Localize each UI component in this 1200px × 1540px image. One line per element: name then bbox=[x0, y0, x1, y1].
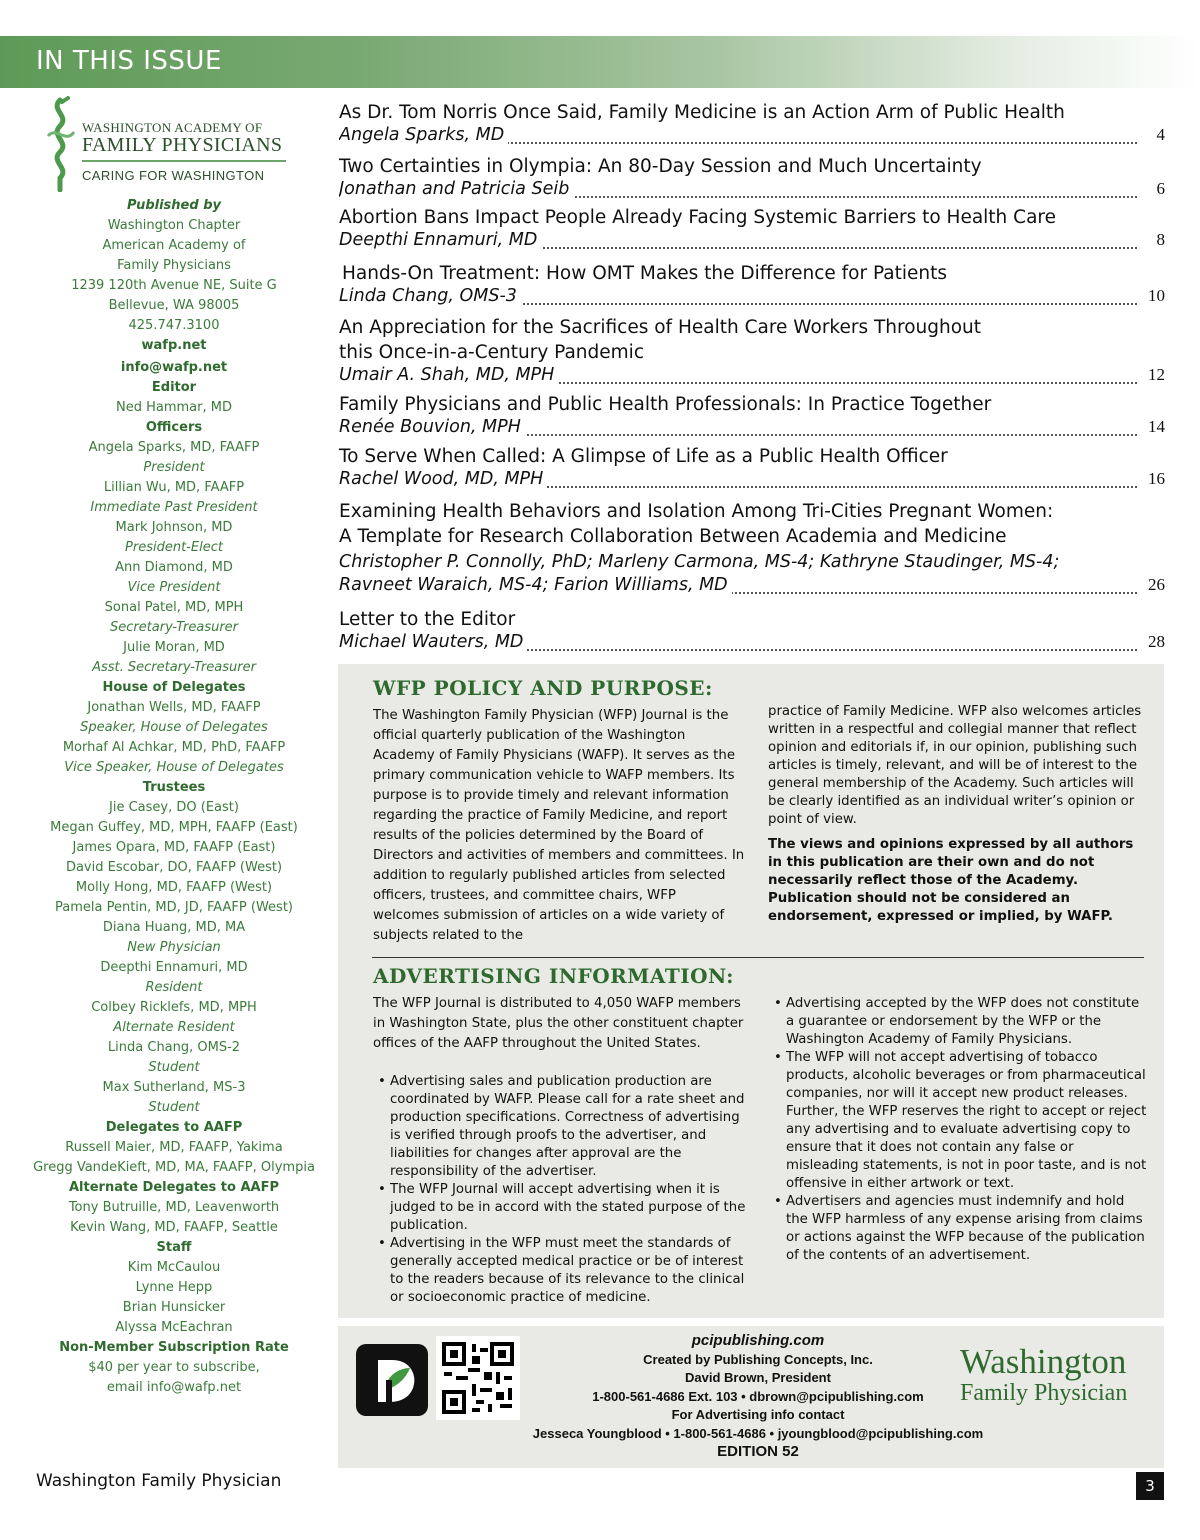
delegate-name: Russell Maier, MD, FAAFP, Yakima bbox=[65, 1140, 283, 1155]
advertising-policy-item: • Advertising accepted by the WFP does not constitute a guarantee or endorsement by the WFP or the Washington Academy of Family Physicians. bbox=[772, 995, 1148, 1049]
officer-name: Sonal Patel, MD, MPH bbox=[104, 600, 244, 615]
toc-entry[interactable] bbox=[339, 392, 1165, 442]
toc-title: Hands-On Treatment: How OMT Makes the Difference for Patients bbox=[342, 263, 948, 284]
toc-title-line-2: A Template for Research Collaboration Between Academia and Medicine bbox=[339, 526, 1007, 547]
policy-left-text: The Washington Family Physician (WFP) Journal is the official quarterly publication of the Washington Academy of Family Physicians (WAFP). It serves as the primary communication vehicle to WAFP members. Its purpose is to provide timely and relevant information regarding the practice of Family Medicine, and report results of the policies determined by the Board of Directors and activities of members and committees. In addition to regularly published articles from selected officers, trustees, and committee chairs, WFP welcomes submission of articles on a wide variety of subjects related to the bbox=[373, 708, 745, 943]
trustee-name: James Opara, MD, FAAFP (East) bbox=[72, 840, 276, 855]
delegates-heading: Delegates to AAFP bbox=[105, 1120, 243, 1135]
logo-line-2: FAMILY PHYSICIANS bbox=[82, 134, 283, 156]
website-link[interactable]: wafp.net bbox=[141, 338, 207, 353]
subscription-line-2: email info@wafp.net bbox=[106, 1380, 242, 1395]
officer-name: Ann Diamond, MD bbox=[115, 560, 233, 575]
trustee-name: Megan Guffey, MD, MPH, FAAFP (East) bbox=[50, 820, 298, 835]
advertising-policy-item: • Advertising sales and publication production are coordinated by WAFP. Please call for a rate sheet and production specifications. Correctness of advertising is verified through proofs to the advertiser, and liabilities for changes after approval are the responsibility of the advertiser. bbox=[376, 1073, 746, 1181]
trustee-name: Deepthi Ennamuri, MD bbox=[100, 960, 248, 975]
trustee-role: New Physician bbox=[127, 940, 221, 955]
trustee-role: Resident bbox=[145, 980, 203, 995]
journal-name-footer: Washington Family Physician bbox=[36, 1471, 282, 1491]
trustee-name: Molly Hong, MD, FAAFP (West) bbox=[75, 880, 273, 895]
trustee-name: Diana Huang, MD, MA bbox=[102, 920, 246, 935]
email-link[interactable]: info@wafp.net bbox=[120, 360, 228, 375]
officer-role: Vice President bbox=[127, 580, 221, 595]
org-line-1: Washington Chapter bbox=[107, 218, 241, 233]
policy-disclaimer: The views and opinions expressed by all authors in this publication are their own and do not necessarily reflect those of the Academy. Publication should not be considered an endorsement, expressed or implied, by WAFP. bbox=[768, 837, 1134, 924]
wfp-logo-line-1: Washington bbox=[960, 1342, 1127, 1381]
staff-heading: Staff bbox=[156, 1240, 192, 1255]
trustee-name: Jie Casey, DO (East) bbox=[109, 800, 239, 815]
trustee-name: Max Sutherland, MS-3 bbox=[102, 1080, 246, 1095]
published-by-label: Published by bbox=[127, 198, 221, 213]
publisher-site-link[interactable]: pcipublishing.com bbox=[691, 1332, 825, 1349]
toc-page-number: 4 bbox=[1153, 125, 1166, 145]
toc-title: As Dr. Tom Norris Once Said, Family Medicine is an Action Arm of Public Health bbox=[339, 102, 1065, 123]
address-line-2: Bellevue, WA 98005 bbox=[108, 298, 240, 313]
officer-name: Angela Sparks, MD, FAAFP bbox=[88, 440, 260, 455]
staff-name: Alyssa McEachran bbox=[115, 1320, 233, 1335]
toc-entry[interactable] bbox=[339, 261, 1165, 311]
advertising-policy-item: • The WFP Journal will accept advertising when it is judged to be in accord with the stated purpose of the publication. bbox=[376, 1181, 746, 1235]
editor-name: Ned Hammar, MD bbox=[116, 400, 232, 415]
toc-title: Letter to the Editor bbox=[339, 609, 516, 630]
advertising-left-list bbox=[376, 1073, 746, 1307]
toc-title: Two Certainties in Olympia: An 80-Day Session and Much Uncertainty bbox=[339, 156, 982, 177]
org-line-2: American Academy of bbox=[102, 238, 246, 253]
toc-page-number: 14 bbox=[1144, 417, 1165, 437]
ad-contact-heading: For Advertising info contact bbox=[671, 1407, 845, 1422]
trustee-role: Student bbox=[148, 1100, 200, 1115]
toc-author: Michael Wauters, MD bbox=[339, 632, 527, 652]
hod-heading: House of Delegates bbox=[102, 680, 246, 695]
toc-author: Umair A. Shah, MD, MPH bbox=[339, 365, 558, 385]
caduceus-icon bbox=[40, 96, 80, 192]
toc-entry[interactable] bbox=[339, 499, 1165, 600]
qr-code-icon[interactable] bbox=[436, 1336, 520, 1420]
org-line-3: Family Physicians bbox=[117, 258, 231, 273]
toc-entry[interactable] bbox=[339, 154, 1165, 204]
toc-title: Family Physicians and Public Health Professionals: In Practice Together bbox=[339, 394, 992, 415]
trustee-name: David Escobar, DO, FAAFP (West) bbox=[65, 860, 283, 875]
staff-name: Kim McCaulou bbox=[127, 1260, 221, 1275]
toc-page-number: 16 bbox=[1144, 469, 1165, 489]
toc-page-number: 6 bbox=[1153, 179, 1166, 199]
masthead-sidebar bbox=[20, 96, 328, 1398]
advertising-right-list bbox=[772, 995, 1148, 1265]
trustee-name: Pamela Pentin, MD, JD, FAAFP (West) bbox=[54, 900, 293, 915]
officer-name: Mark Johnson, MD bbox=[115, 520, 233, 535]
toc-page-number: 28 bbox=[1144, 632, 1165, 652]
phone: 425.747.3100 bbox=[128, 318, 220, 333]
publisher-box bbox=[338, 1326, 1164, 1468]
toc-page-number: 26 bbox=[1144, 575, 1165, 595]
toc-page-number: 8 bbox=[1153, 230, 1166, 250]
officer-name: Lillian Wu, MD, FAAFP bbox=[103, 480, 245, 495]
trustee-role: Alternate Resident bbox=[113, 1020, 235, 1035]
toc-title: An Appreciation for the Sacrifices of Health Care Workers Throughout bbox=[339, 317, 982, 338]
advertising-heading: ADVERTISING INFORMATION: bbox=[373, 964, 734, 988]
toc-author: Renée Bouvion, MPH bbox=[339, 417, 525, 437]
toc-title: To Serve When Called: A Glimpse of Life as a Public Health Officer bbox=[339, 446, 948, 467]
toc-entry[interactable] bbox=[339, 100, 1165, 150]
pci-logo-icon bbox=[356, 1344, 428, 1416]
toc-author: Linda Chang, OMS-3 bbox=[339, 286, 521, 306]
trustees-heading: Trustees bbox=[142, 780, 206, 795]
publication-info bbox=[20, 196, 328, 1398]
advertising-policy-item: • Advertising in the WFP must meet the standards of generally accepted medical practice or be of interest to the readers because of its relevance to the clinical or socioeconomic practice of medicine. bbox=[376, 1235, 746, 1307]
hod-role: Speaker, House of Delegates bbox=[80, 720, 268, 735]
officer-role: President bbox=[143, 460, 205, 475]
officer-role: President-Elect bbox=[125, 540, 223, 555]
toc-author-line-1: Christopher P. Connolly, PhD; Marleny Carmona, MS-4; Kathryne Staudinger, MS-4; bbox=[339, 552, 1060, 572]
subscription-heading: Non-Member Subscription Rate bbox=[59, 1340, 289, 1355]
toc-author: Angela Sparks, MD bbox=[339, 125, 508, 145]
hod-name: Jonathan Wells, MD, FAAFP bbox=[87, 700, 261, 715]
toc-entry[interactable] bbox=[339, 315, 1165, 390]
policy-heading: WFP POLICY AND PURPOSE: bbox=[373, 676, 713, 700]
wafp-logo bbox=[20, 96, 328, 192]
trustee-role: Student bbox=[148, 1060, 200, 1075]
toc-author: Ravneet Waraich, MS-4; Farion Williams, MD bbox=[339, 575, 732, 595]
publisher-info bbox=[518, 1332, 998, 1462]
alt-delegate-name: Tony Butruille, MD, Leavenworth bbox=[68, 1200, 280, 1215]
wfp-logo-line-2: Family Physician bbox=[960, 1380, 1128, 1406]
toc-title: Abortion Bans Impact People Already Facing Systemic Barriers to Health Care bbox=[339, 207, 1057, 228]
advertising-intro: The WFP Journal is distributed to 4,050 WAFP members in Washington State, plus the other constituent chapter offices of the AAFP throughout the United States. bbox=[373, 996, 744, 1051]
editor-heading: Editor bbox=[151, 380, 197, 395]
subscription-line-1: $40 per year to subscribe, bbox=[88, 1360, 260, 1375]
toc-entry[interactable] bbox=[339, 607, 1165, 657]
publisher-president: David Brown, President bbox=[685, 1370, 831, 1385]
toc-page-number: 12 bbox=[1144, 365, 1165, 385]
officer-role: Secretary-Treasurer bbox=[109, 620, 239, 635]
hod-role: Vice Speaker, House of Delegates bbox=[64, 760, 284, 775]
publisher-contact: 1-800-561-4686 Ext. 103 • dbrown@pcipublishing.com bbox=[592, 1388, 924, 1404]
officer-role: Immediate Past President bbox=[90, 500, 258, 515]
officer-name: Julie Moran, MD bbox=[123, 640, 225, 655]
toc-author: Rachel Wood, MD, MPH bbox=[339, 469, 547, 489]
address-line-1: 1239 120th Avenue NE, Suite G bbox=[71, 278, 277, 293]
officer-role: Asst. Secretary-Treasurer bbox=[92, 660, 256, 675]
staff-name: Brian Hunsicker bbox=[122, 1300, 226, 1315]
toc-entry[interactable] bbox=[339, 205, 1165, 255]
toc-title: Examining Health Behaviors and Isolation Among Tri-Cities Pregnant Women: bbox=[339, 501, 1054, 522]
logo-line-1: WASHINGTON ACADEMY OF bbox=[82, 120, 263, 135]
logo-line-3: CARING FOR WASHINGTON bbox=[82, 168, 265, 183]
edition-label: EDITION 52 bbox=[717, 1443, 799, 1460]
trustee-name: Linda Chang, OMS-2 bbox=[107, 1040, 241, 1055]
staff-name: Lynne Hepp bbox=[135, 1280, 213, 1295]
logo-rule bbox=[82, 160, 286, 162]
advertising-policy-item: • The WFP will not accept advertising of tobacco products, alcoholic beverages or from pharmaceutical companies, nor will it accept new product releases. Further, the WFP reserves the right to accept or reject any advertising and to evaluate advertising copy to ensure that it does not contain any false or misleading statements, is not in poor taste, and is not offensive in either artwork or text. bbox=[772, 1049, 1148, 1193]
ad-contact: Jesseca Youngblood • 1-800-561-4686 • jyoungblood@pcipublishing.com bbox=[532, 1425, 984, 1441]
toc-page-number: 10 bbox=[1144, 286, 1165, 306]
toc-title-line-2: this Once-in-a-Century Pandemic bbox=[339, 342, 644, 363]
issue-header-band bbox=[0, 36, 1200, 88]
hod-name: Morhaf Al Achkar, MD, PhD, FAAFP bbox=[62, 740, 286, 755]
alt-delegates-heading: Alternate Delegates to AAFP bbox=[69, 1180, 279, 1195]
issue-header-title: IN THIS ISSUE bbox=[36, 46, 222, 76]
toc-author: Jonathan and Patricia Seib bbox=[339, 179, 573, 199]
officers-heading: Officers bbox=[145, 420, 203, 435]
policy-right-text: practice of Family Medicine. WFP also welcomes articles written in a respectful and collegial manner that reflect opinion and editorials if, in our opinion, publishing such articles is timely, relevant, and will be of interest to the general membership of the Academy. Such articles will be clearly identified as an individual writer’s opinion or point of view. bbox=[768, 704, 1142, 827]
page-number: 3 bbox=[1136, 1472, 1164, 1500]
section-divider bbox=[372, 957, 1144, 958]
publisher-created-by: Created by Publishing Concepts, Inc. bbox=[643, 1351, 873, 1367]
toc-entry[interactable] bbox=[339, 444, 1165, 494]
alt-delegate-name: Kevin Wang, MD, FAAFP, Seattle bbox=[70, 1220, 278, 1235]
advertising-policy-item: • Advertisers and agencies must indemnify and hold the WFP harmless of any expense arising from claims or actions against the WFP because of the publication of the contents of an advertisement. bbox=[772, 1193, 1148, 1265]
delegate-name: Gregg VandeKieft, MD, MA, FAAFP, Olympia bbox=[33, 1160, 315, 1175]
toc-author: Deepthi Ennamuri, MD bbox=[339, 230, 541, 250]
trustee-name: Colbey Ricklefs, MD, MPH bbox=[91, 1000, 257, 1015]
